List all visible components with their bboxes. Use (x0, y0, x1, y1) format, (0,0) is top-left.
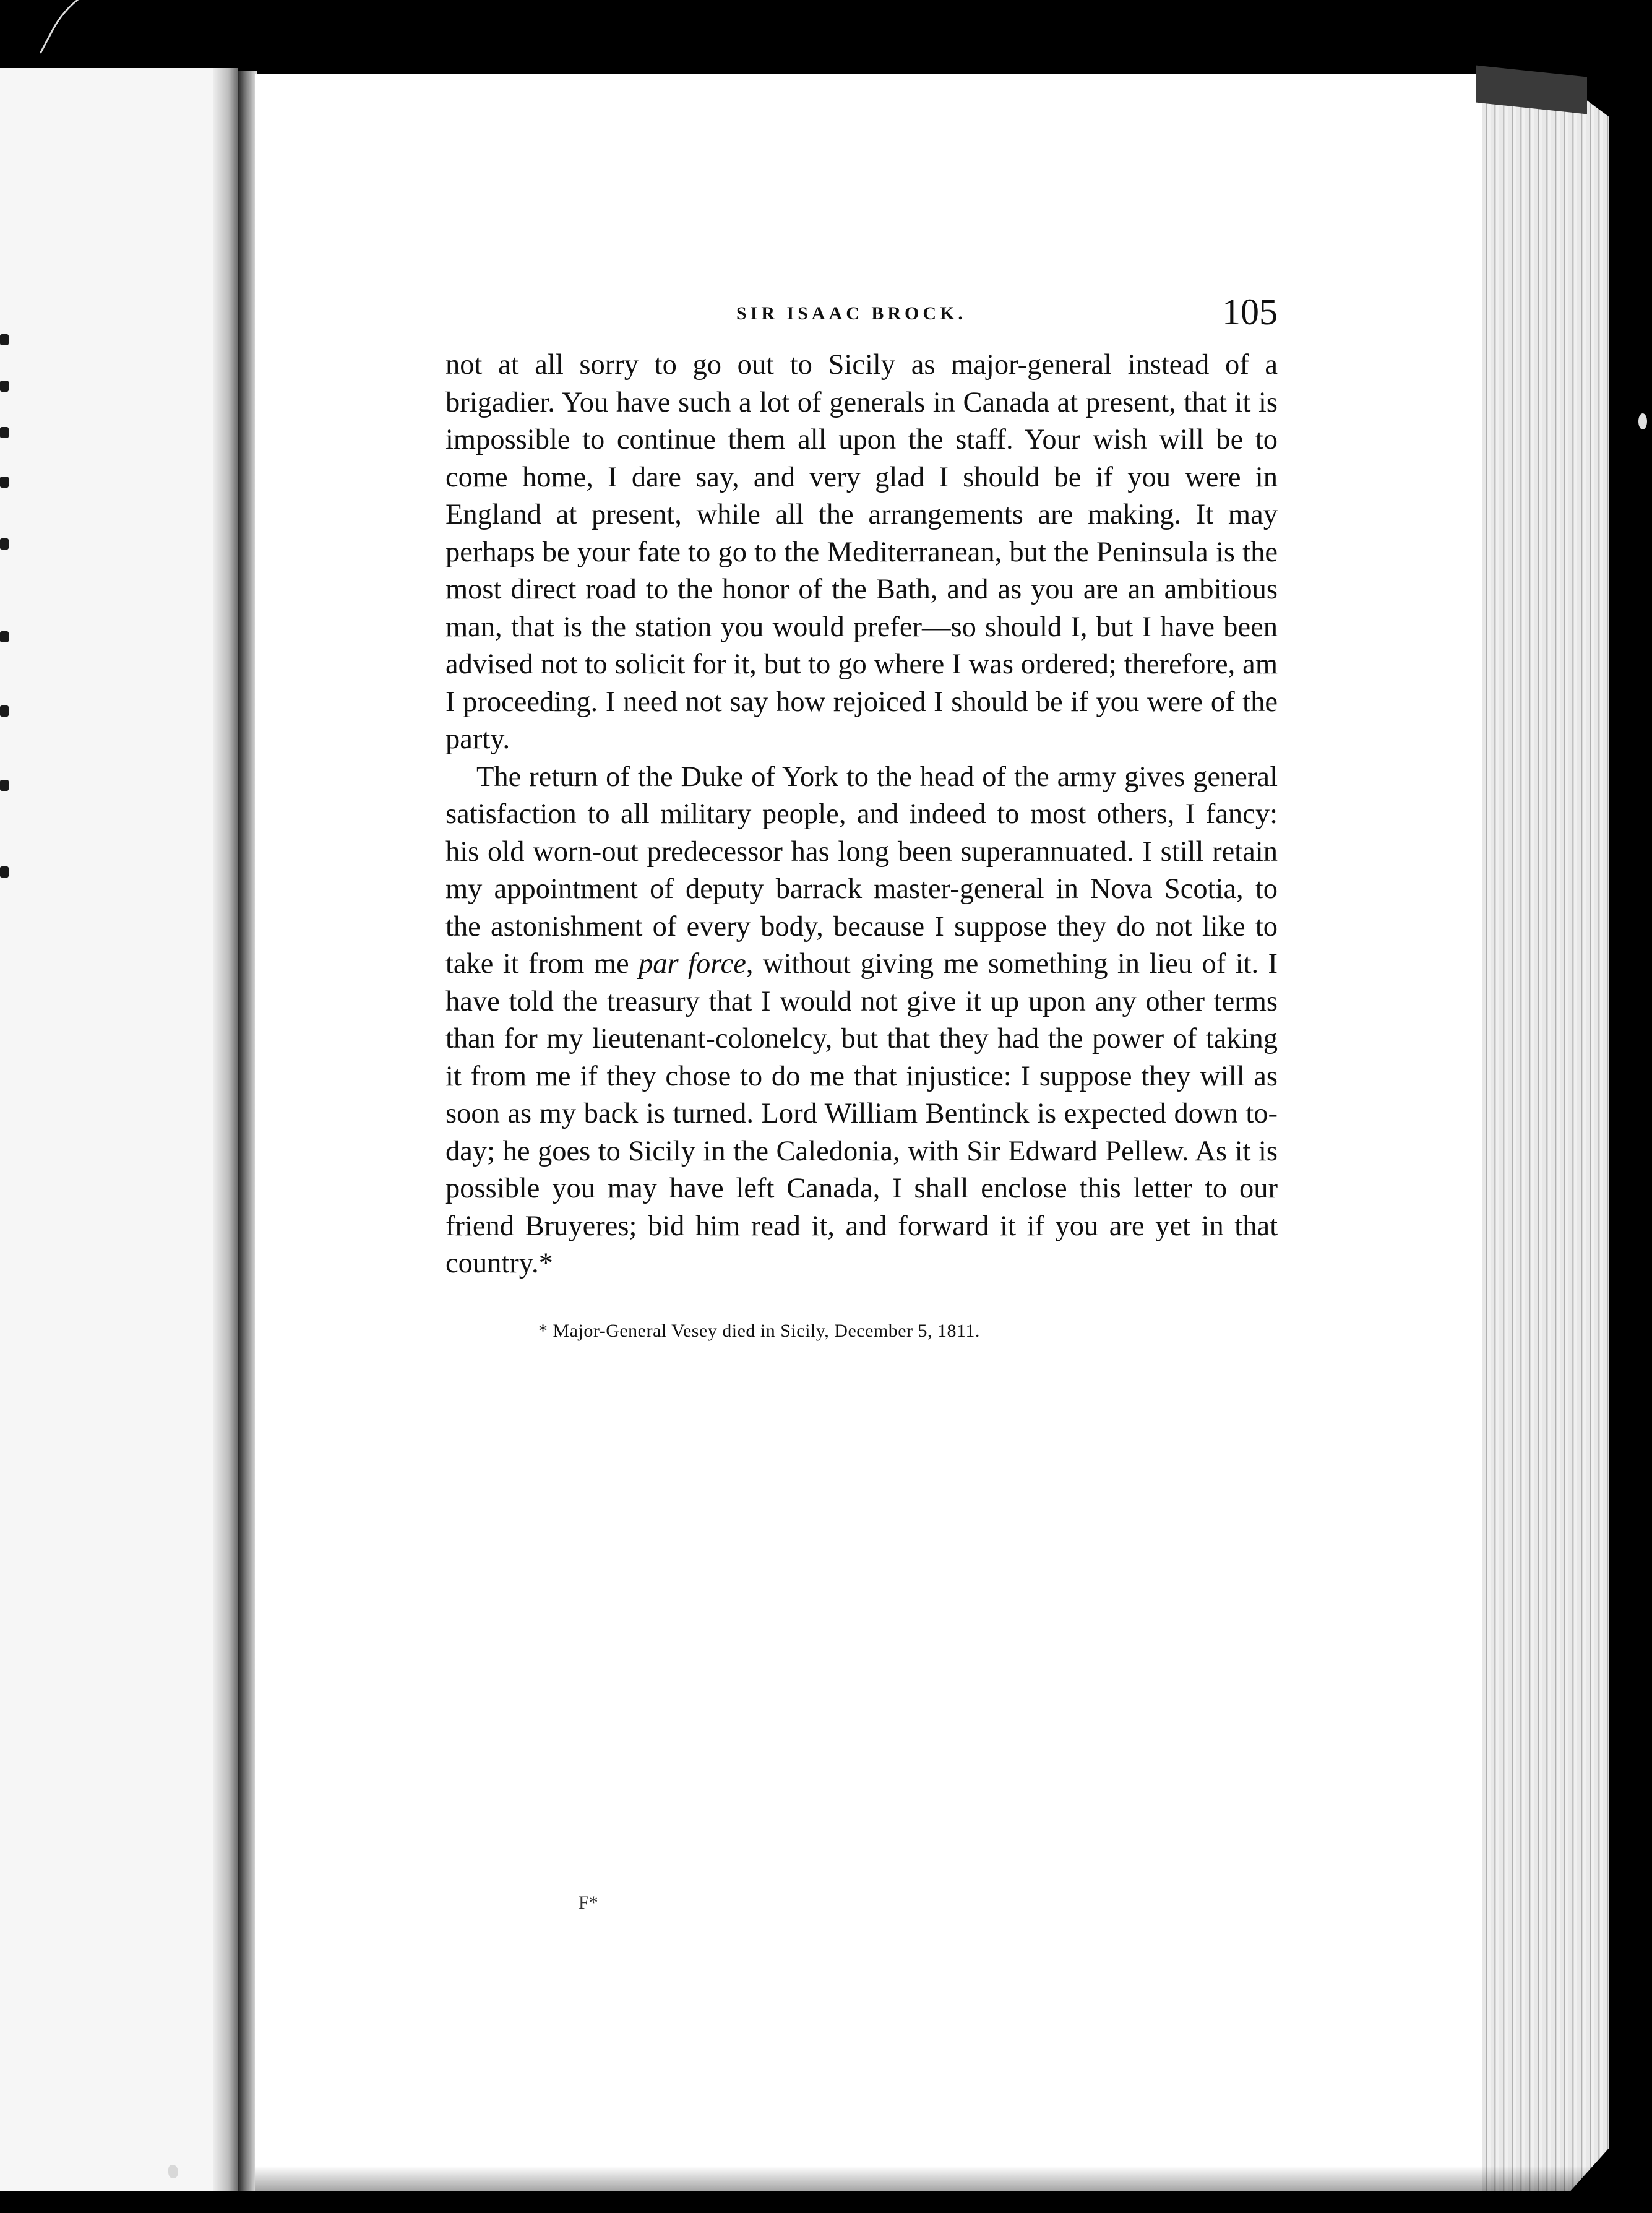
text-block (445, 291, 1278, 1344)
left-page (0, 68, 232, 2191)
page-number: 105 (1222, 291, 1278, 332)
footnote: * Major-General Vesey died in Sicily, December 5, 1811. (538, 1320, 980, 1341)
paragraph-1: not at all sorry to go out to Sicily as major-general instead of a brigadier. You have such a lot of generals in Canada at present, that it is impossible to continue them all upon the staff. Your wish will be to come home, I dare say, and very glad I should be if you were in England at present, while all the arrangements are making. It may perhaps be your fate to go to the Mediterranean, but the Peninsula is the most direct road to the honor of the Bath, and as you are an ambitious man, that is the station you would prefer—so should I, but I have been advised not to solicit for it, but to go where I was ordered; therefore, am I proceeding. I need not say how rejoiced I should be if you were of the party. (445, 349, 1278, 755)
left-page-edge-marks (0, 334, 14, 891)
paragraph-2-text-start: The return of the Duke of York to the head of the army gives general satisfaction to all military people, and indeed to most others, I fancy: his old worn-out predecessor has long been superannuated. I still retain my appointment of deputy barrack master-general in Nova Scotia, to the astonishment of every body, because I suppose they do not like to take it from me (445, 761, 1278, 980)
body-text (445, 347, 1278, 1283)
paragraph-2 (445, 759, 1278, 1283)
italic-phrase: par force (639, 948, 746, 980)
scan-speck (168, 2165, 178, 2178)
running-head (445, 291, 1278, 347)
left-page-shadow (213, 68, 238, 2191)
page-fore-edge (1482, 74, 1609, 2191)
running-title: SIR ISAAC BROCK. (736, 303, 966, 324)
signature-mark: F* (579, 1892, 598, 1913)
bottom-shadow (255, 2166, 1610, 2191)
paragraph-2-text-end: , without giving me something in lieu of it. I have told the treasury that I would not give it up upon any other terms than for my lieutenant-colonelcy, but that they had the power of taking it from me if they chose to do me that injustice: I suppose they will as soon as my back is turned. Lord William Bentinck is expected down to-day; he goes to Sicily in the Caledonia, with Sir Edward Pellew. As it is possible you may have left Canada, I shall enclose this letter to our friend Bruyeres; bid him read it, and forward it if you are yet in that country.* (445, 948, 1278, 1279)
book-gutter (238, 71, 257, 2191)
scan-speck-right (1638, 413, 1647, 429)
